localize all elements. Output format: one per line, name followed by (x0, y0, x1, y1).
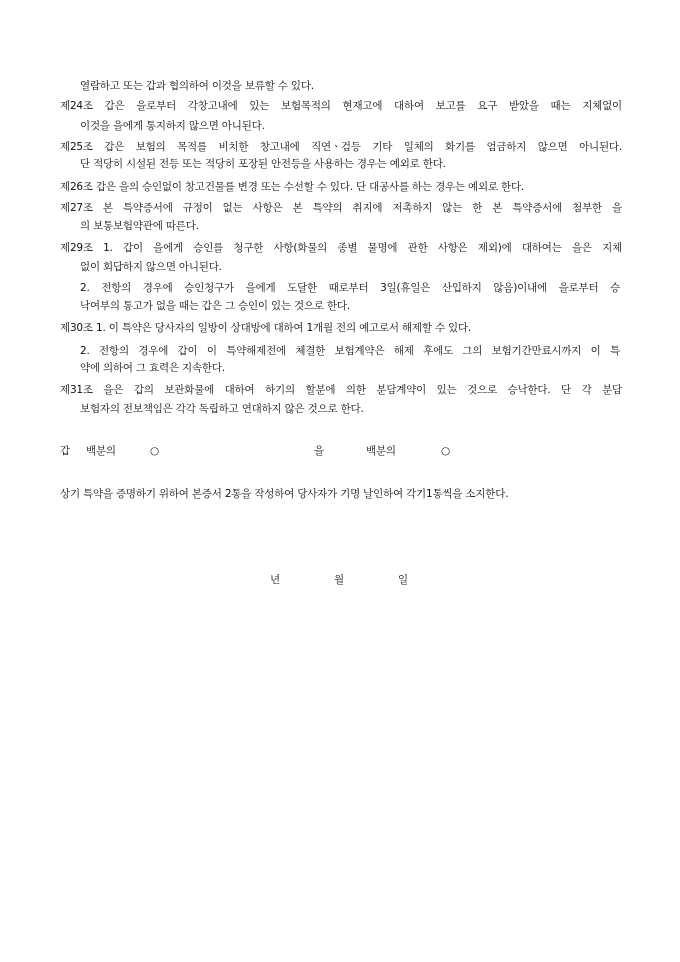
clause-29-2-line-2: 낙여부의 통고가 없을 때는 갑은 그 승인이 있는 것으로 한다. (80, 300, 351, 312)
clause-31-line-1: 제31조 을은 갑의 보관화물에 대하여 하기의 할분에 의한 분담계약이 있는 것으로 승낙한다. 단 각 분담 (60, 384, 622, 396)
date-day: 일 (398, 574, 408, 586)
clause-24-line-1: 제24조 갑은 을로부터 각창고내에 있는 보험목적의 현재고에 대하여 보고를 요구 받았을 때는 지체없이 (60, 100, 622, 112)
signature-gap-label: 갑 (60, 445, 70, 457)
date-year: 년 (270, 574, 280, 586)
clause-25-line-2: 단 적당히 시설된 전등 또는 적당히 포장된 안전등을 사용하는 경우는 예외로 한다. (80, 158, 446, 170)
signature-eul-label: 을 (314, 445, 324, 457)
clause-30-line-1: 제30조 1. 이 특약은 당사자의 일방이 상대방에 대하여 1개월 전의 예고로서 해제할 수 있다. (60, 322, 472, 334)
clause-27-line-1: 제27조 본 특약증서에 규정이 없는 사항은 본 특약의 취지에 저촉하지 않는 한 본 특약증서에 첨부한 을 (60, 202, 622, 214)
signature-gap-mark: ○ (150, 445, 159, 457)
signature-gap-share: 백분의 (86, 445, 116, 457)
clause-26-line-1: 제26조 갑은 을의 승인없이 창고건물를 변경 또는 수선할 수 있다. 단 대공사를 하는 경우는 예외로 한다. (60, 181, 525, 193)
clause-31-line-2: 보험자의 전보책임은 각각 독립하고 연대하지 않은 것으로 한다. (80, 403, 364, 415)
clause-continuation: 열람하고 또는 갑과 협의하여 이것을 보류할 수 있다. (80, 80, 314, 92)
clause-25-line-1: 제25조 갑은 보험의 목적를 비치한 창고내에 직연ㆍ검등 기타 일체의 화기를 엄금하지 않으면 아니된다. (60, 141, 622, 153)
signature-eul-share: 백분의 (366, 445, 396, 457)
clause-29-2-line-1: 2. 전항의 경우에 승인청구가 을에게 도달한 때로부터 3일(휴일은 산입하지 않음)이내에 을로부터 승 (80, 282, 620, 294)
clause-29-line-1: 제29조 1. 갑이 을에게 승인를 청구한 사항(화물의 종별 물명에 관한 사항은 제외)에 대하여는 을은 지체 (60, 242, 622, 254)
signature-eul-mark: ○ (441, 445, 450, 457)
clause-30-2-line-2: 약에 의하여 그 효력은 지속한다. (80, 362, 225, 374)
closing-statement: 상기 특약을 증명하기 위하여 본증서 2통을 작성하여 당사자가 기명 날인하여 각기1통씩을 소지한다. (60, 488, 509, 500)
clause-29-line-2: 없이 회답하지 않으면 아니된다. (80, 261, 222, 273)
date-month: 월 (334, 574, 344, 586)
clause-24-line-2: 이것을 을에게 통지하지 않으면 아니된다. (80, 120, 265, 132)
clause-30-2-line-1: 2. 전항의 경우에 갑이 이 특약해제전에 체결한 보험계약은 해제 후에도 그의 보험기간만료시까지 이 특 (80, 345, 620, 357)
clause-27-line-2: 의 보통보험약관에 따른다. (80, 220, 199, 232)
